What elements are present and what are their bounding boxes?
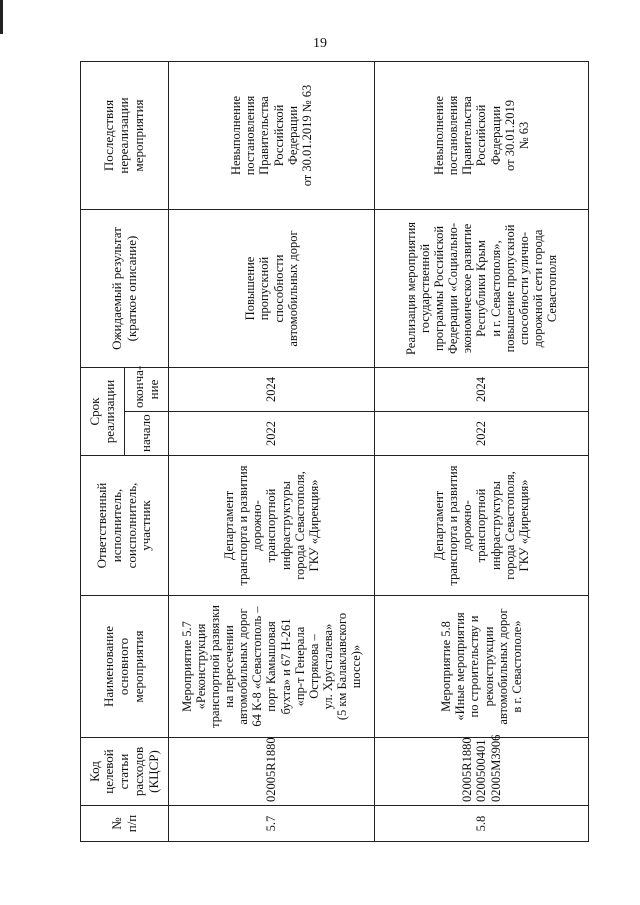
header-responsible: Ответственный исполнитель, соисполнитель, участник [81,456,169,596]
header-row [81,61,125,841]
row-end: 2024 [375,367,589,411]
header-term: Срок реализации [81,367,125,455]
row-end: 2024 [169,367,375,411]
row-result: Реализация мероприятия государственной программы Российской Федерации «Социально- экономическое развитие Республики Крым и г. Севастополя», повышение пропускной способности улично- дорожной сети города Севастополя [375,209,589,367]
row-responsible: Департамент транспорта и развития дорожно- транспортной инфраструктуры города Севастополя, ГКУ «Дирекция» [169,456,375,596]
row-consequences: Невыполнение постановления Правительства Российской Федерации от 30.01.2019 № 63 [169,61,375,209]
row-code: 02005R1880 [169,738,375,806]
header-name: Наименование основного мероприятия [81,596,169,738]
row-responsible: Департамент транспорта и развития дорожно- транспортной инфраструктуры города Севастополя, ГКУ «Дирекция» [375,456,589,596]
row-name: Мероприятие 5.7 «Реконструкция транспортной развязки на пересечении автомобильных дорог 64 К-8 «Севастополь – порт Камышовая бухта» и 67 Н-261 «пр-т Генерала Острякова – ул. Хрусталева» (5 км Балаклавского шоссе)» [169,596,375,738]
row-num: 5.8 [375,806,589,842]
table-sheet [80,62,588,842]
table-row [375,61,589,841]
page-number: 19 [313,36,327,51]
header-num: № п/п [81,806,169,842]
header-start: начало [125,412,169,456]
activities-table [80,61,589,842]
row-result: Повышение пропускной способности автомобильных дорог [169,209,375,367]
row-code: 02005R1880 0200500401 02005M3906 [375,738,589,806]
row-start: 2022 [169,412,375,456]
row-name: Мероприятие 5.8 «Иные мероприятия по строительству и реконструкции автомобильных дорог в г. Севастополе» [375,596,589,738]
table-row [169,61,375,841]
header-result: Ожидаемый результат (краткое описание) [81,209,169,367]
rotated-table-area [80,62,588,842]
row-consequences: Невыполнение постановления Правительства Российской Федерации от 30.01.2019 № 63 [375,61,589,209]
header-code: Код целевой статьи расходов (КЦСР) [81,738,169,806]
header-consequences: Последствия нереализации мероприятия [81,61,169,209]
header-end: оконча- ние [125,367,169,411]
row-num: 5.7 [169,806,375,842]
scan-edge-mark [0,0,3,34]
row-start: 2022 [375,412,589,456]
